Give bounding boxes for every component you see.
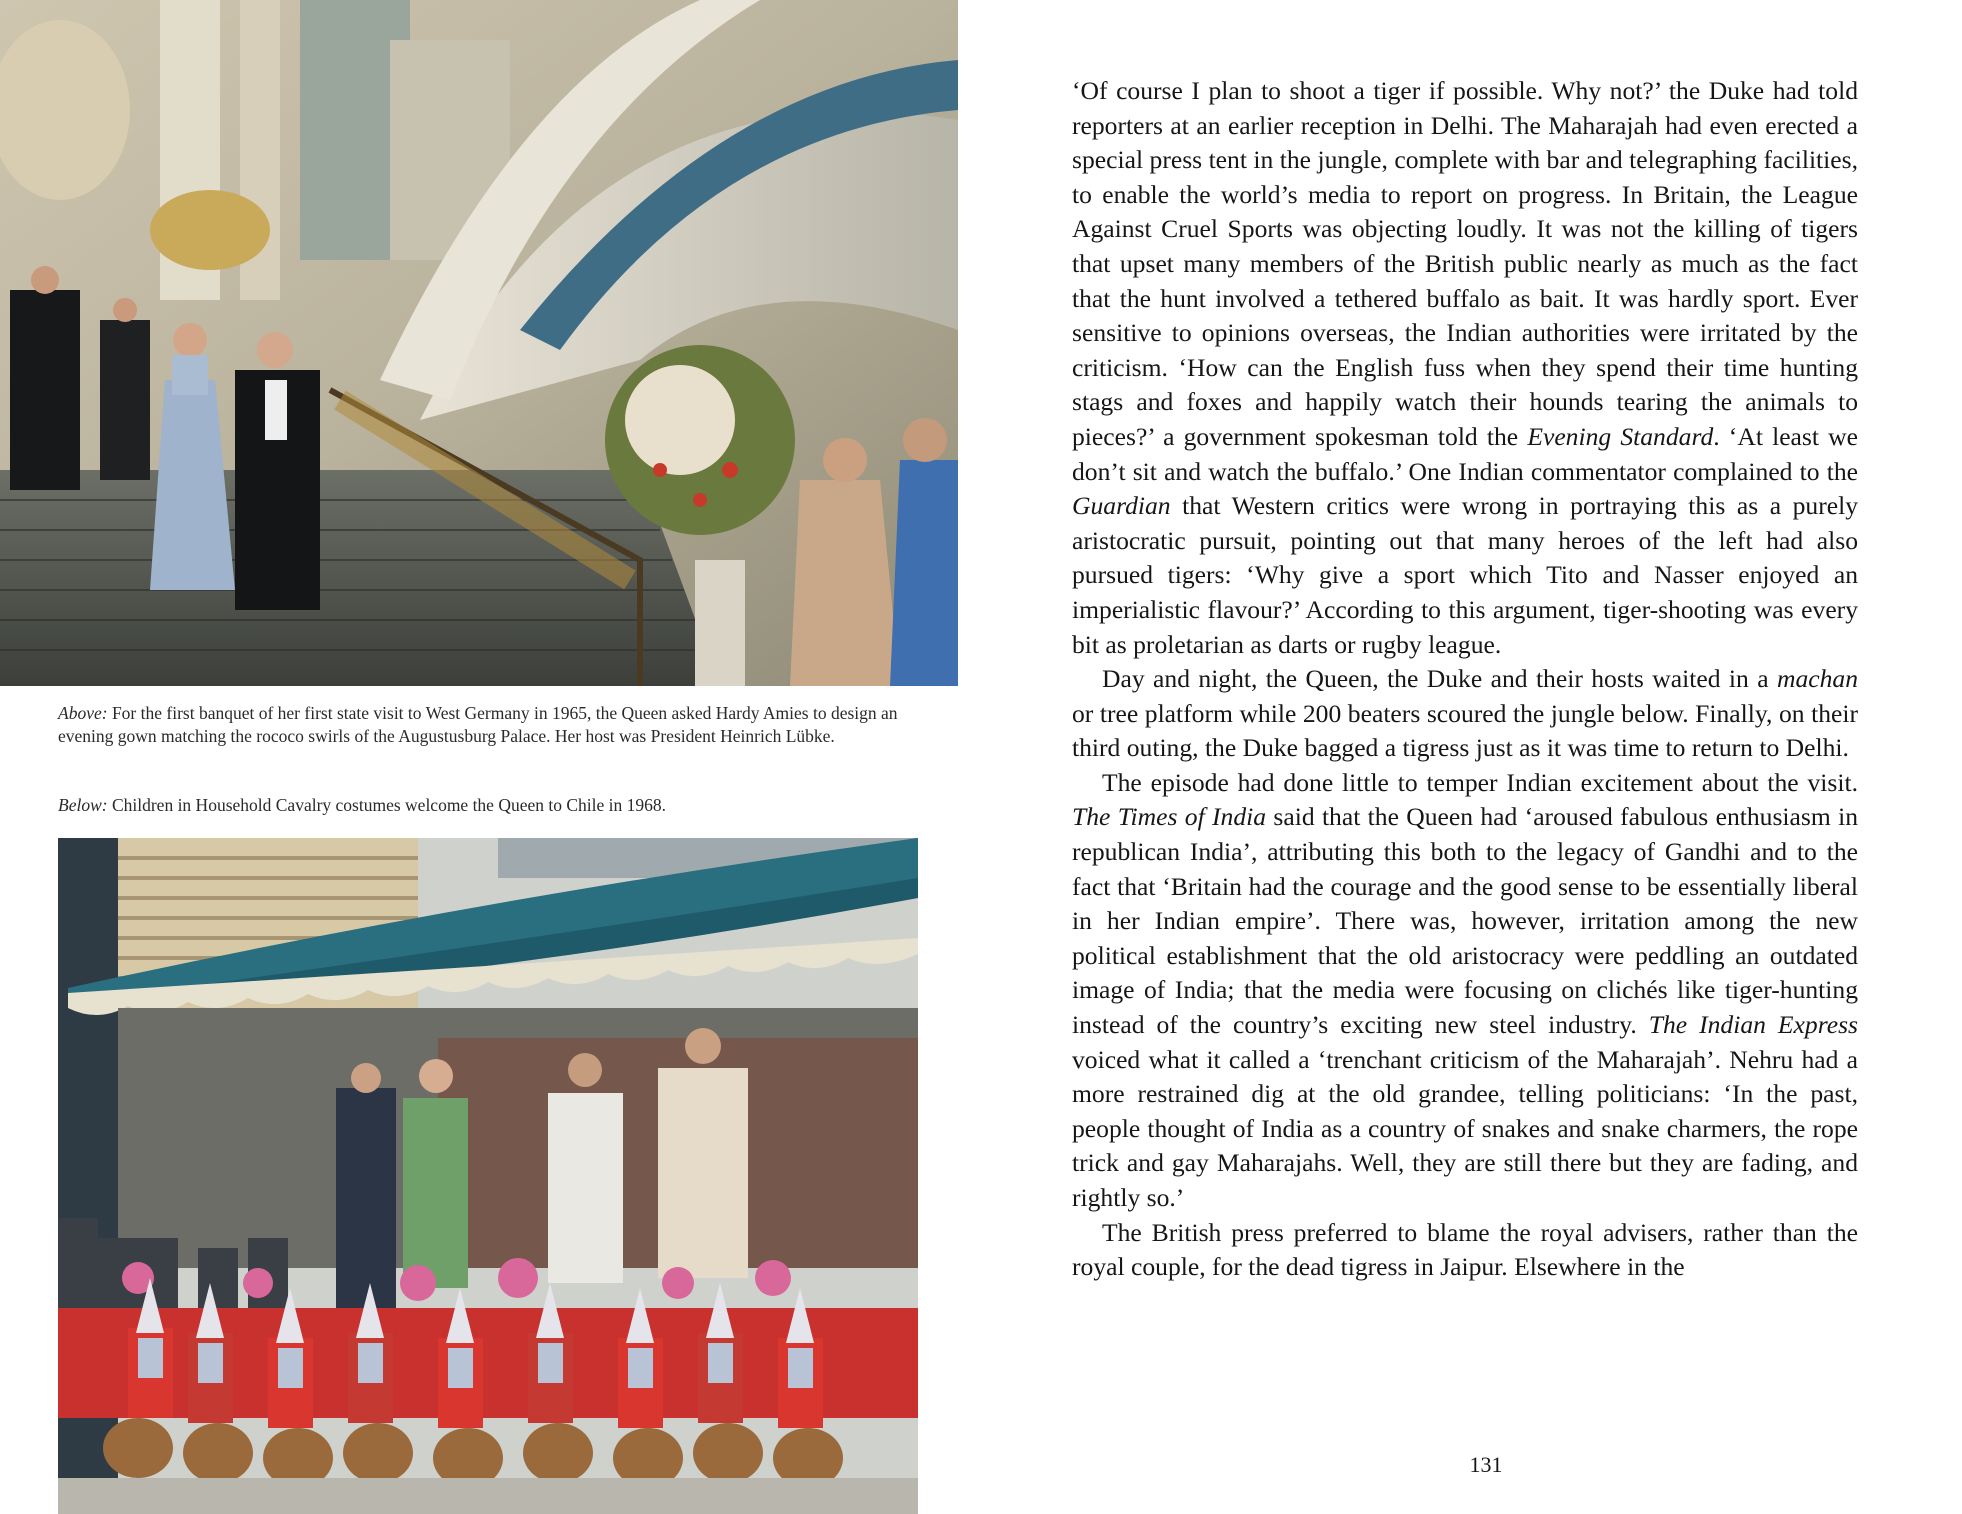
italic-run: The Indian Express: [1648, 1010, 1858, 1040]
left-page: [0, 0, 980, 1514]
text-run: The episode had done little to temper Indian excitement about the visit.: [1102, 767, 1858, 797]
caption-above: [58, 702, 918, 748]
caption-below-text: Children in Household Cavalry costumes welcome the Queen to Chile in 1968.: [107, 795, 667, 815]
caption-above-text: For the first banquet of her first state visit to West Germany in 1965, the Queen asked Hardy Amies to design an evening gown matching the rococo swirls of the Augustusburg Palace. Her host was President Heinrich Lübke.: [58, 703, 898, 746]
text-run: or tree platform while 200 beaters scoured the jungle below. Finally, on their third outing, the Duke bagged a tigress just as it was time to return to Delhi.: [1072, 698, 1858, 763]
caption-below: [58, 794, 918, 817]
photo-augustusburg-staircase: [0, 0, 958, 686]
body-paragraph: [1072, 766, 1858, 1216]
caption-above-lead: Above:: [58, 703, 108, 723]
text-run: voiced what it called a ‘trenchant criticism of the Maharajah’. Nehru had a more restrained dig at the old grandee, telling politicians: ‘In the past, people thought of India as a country of snakes and snake charmers, the rope trick and gay Maharajahs. Well, they are still there but they are fading, and rightly so.’: [1072, 1044, 1858, 1212]
body-paragraph: [1072, 74, 1858, 662]
text-run: Day and night, the Queen, the Duke and their hosts waited in a: [1102, 664, 1777, 694]
page-number: 131: [1469, 1452, 1503, 1477]
photo-chile-welcome: [58, 838, 918, 1514]
text-run: that Western critics were wrong in portraying this as a purely aristocratic pursuit, pointing out that many heroes of the left had also pursued tigers: ‘Why give a sport which Tito and Nasser enjoyed an imperialistic flavour?’ According to this argument, tiger-shooting was every bit as proletarian as darts or rugby league.: [1072, 491, 1858, 659]
italic-run: machan: [1776, 664, 1858, 694]
body-paragraph: [1072, 1216, 1858, 1285]
italic-run: The Times of India: [1072, 802, 1267, 832]
italic-run: Guardian: [1072, 491, 1171, 521]
text-run: . ‘At least we don’t sit and watch the buffalo.’ One Indian commentator complained to the: [1072, 421, 1858, 486]
text-run: ‘Of course I plan to shoot a tiger if possible. Why not?’ the Duke had told reporters at an earlier reception in Delhi. The Maharajah had even erected a special press tent in the jungle, complete with bar and telegraphing facilities, to enable the world’s media to report on progress. In Britain, the League Against Cruel Sports was objecting loudly. It was not the killing of tigers that upset many members of the British public nearly as much as the fact that the hunt involved a tethered buffalo as bait. It was hardly sport. Ever sensitive to opinions overseas, the Indian authorities were irritated by the criticism. ‘How can the English fuss when they spend their time hunting stags and foxes and happily watch their hounds tearing the animals to pieces?’ a government spokesman told the: [1072, 76, 1858, 451]
body-paragraph: [1072, 662, 1858, 766]
right-page: [980, 0, 1962, 1514]
text-run: The British press preferred to blame the royal advisers, rather than the royal couple, for the dead tigress in Jaipur. Elsewhere in the: [1072, 1217, 1858, 1282]
caption-below-lead: Below:: [58, 795, 108, 815]
italic-run: Evening Standard: [1527, 421, 1714, 451]
staircase-photo-illustration: [0, 0, 958, 686]
chile-photo-illustration: [58, 838, 918, 1514]
body-text: [1072, 74, 1858, 1285]
text-run: said that the Queen had ‘aroused fabulous enthusiasm in republican India’, attributing this both to the legacy of Gandhi and to the fact that ‘Britain had the courage and the good sense to be essentially liberal in her Indian empire’. There was, however, irritation among the new political establishment that the old aristocracy were peddling an outdated image of India; that the media were focusing on clichés like tiger-hunting instead of the country’s exciting new steel industry.: [1072, 802, 1858, 1040]
